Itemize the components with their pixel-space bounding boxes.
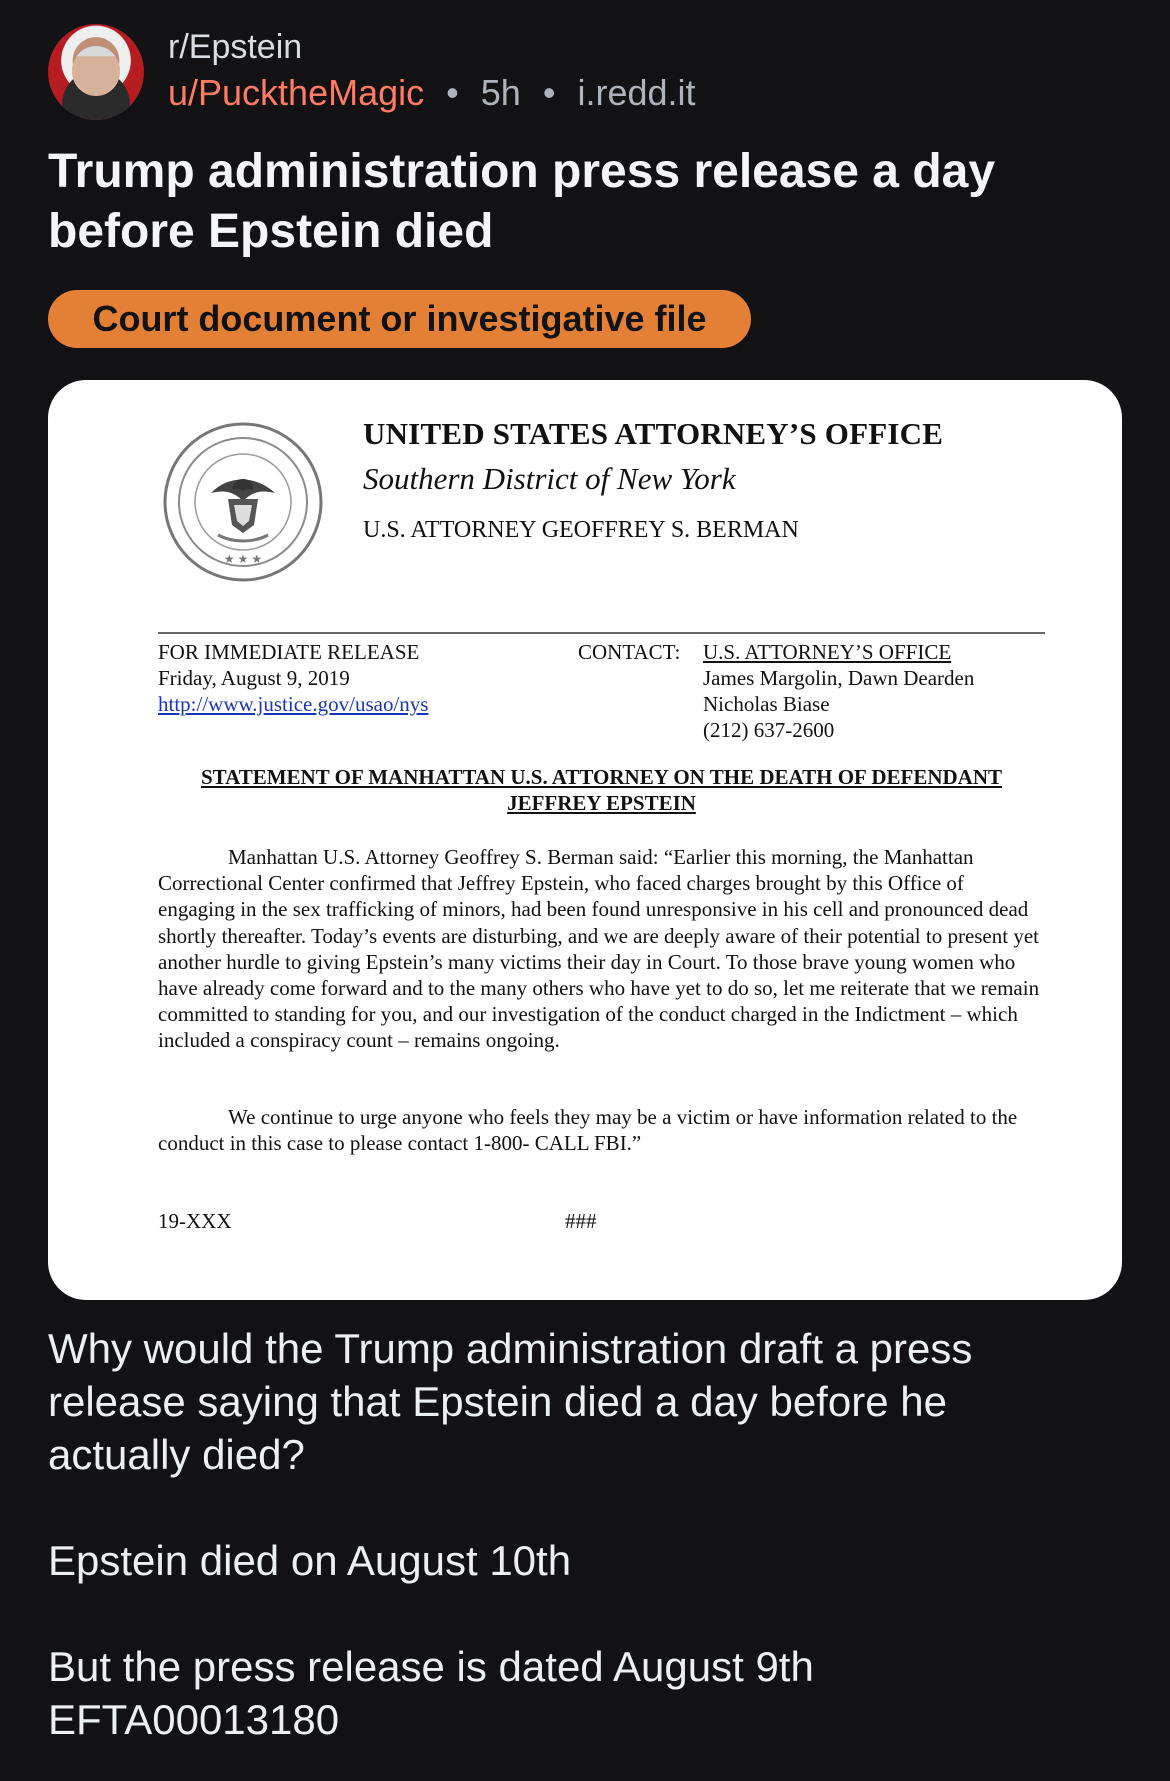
post-title[interactable]	[48, 142, 1108, 262]
office-title: UNITED STATES ATTORNEY’S OFFICE	[363, 416, 944, 451]
post-body-line-4: Epstein died on August 10th	[48, 1537, 572, 1584]
doj-seal-icon	[158, 417, 328, 587]
subreddit-name[interactable]: r/Epstein	[168, 28, 303, 66]
release-date: Friday, August 9, 2019	[158, 666, 350, 690]
document-number: 19-XXX	[158, 1209, 232, 1233]
contact-label: CONTACT:	[578, 640, 681, 664]
release-status: FOR IMMEDIATE RELEASE	[158, 640, 420, 664]
post-body-line-1: Why would the Trump administration draft a press	[48, 1325, 973, 1372]
document-end-marker: ###	[565, 1209, 597, 1233]
contact-names-1: James Margolin, Dawn Dearden	[703, 666, 975, 690]
post-flair[interactable]: Court document or investigative file	[48, 290, 751, 348]
release-link[interactable]: http://www.justice.gov/usao/nys	[158, 692, 429, 716]
post-domain[interactable]: i.redd.it	[577, 72, 696, 113]
svg-text:★ ★ ★: ★ ★ ★	[223, 552, 263, 566]
statement-title-line-1: STATEMENT OF MANHATTAN U.S. ATTORNEY ON THE DEATH OF DEFENDANT	[200, 765, 1002, 789]
paragraph-gap	[48, 1481, 1128, 1534]
paragraph-gap-2	[48, 1587, 1128, 1640]
meta-separator-2: •	[542, 72, 556, 113]
post-body-line-6: EFTA00013180	[48, 1696, 340, 1743]
post-image[interactable]	[48, 380, 1122, 1300]
post-time: 5h	[480, 72, 521, 113]
statement-paragraph-1: Manhattan U.S. Attorney Geoffrey S. Berman said: “Earlier this morning, the Manhattan Correctional Center confirmed that Jeffrey Epstein, who faced charges brought by this Office of engaging in the sex trafficking of minors, had been found unresponsive in his cell and pronounced dead shortly thereafter. Today’s events are disturbing, and we are deeply aware of their potential to present yet another hurdle to giving Epstein’s many victims their day in Court. To those brave young women who have already come forward and to the many others who have yet to do so, let me reiterate that we remain committed to standing for you, and our investigation of the conduct charged in the Indictment – which included a conspiracy count – remains ongoing.	[158, 845, 1040, 1053]
post-body-line-5: But the press release is dated August 9th	[48, 1643, 814, 1690]
contact-phone: (212) 637-2600	[703, 718, 835, 742]
header-divider	[158, 632, 1045, 634]
post-title-line-1: Trump administration press release a day	[48, 145, 996, 198]
contact-info	[703, 639, 1063, 743]
press-release-document	[48, 380, 1122, 1300]
release-info	[158, 639, 578, 717]
post-body-line-3: actually died?	[48, 1431, 305, 1478]
post-meta	[168, 72, 696, 114]
post-body-line-2: release saying that Epstein died a day before he	[48, 1378, 947, 1425]
post-body	[48, 1322, 1128, 1746]
contact-names-2: Nicholas Biase	[703, 692, 830, 716]
post-header	[48, 24, 1128, 120]
meta-separator: •	[446, 72, 459, 113]
contact-office: U.S. ATTORNEY’S OFFICE	[703, 640, 952, 664]
statement-paragraph-2: We continue to urge anyone who feels they may be a victim or have information related to the conduct in this case to please contact 1-800- CALL FBI.”	[158, 1105, 1018, 1156]
statement-title	[158, 764, 1045, 816]
subreddit-avatar[interactable]	[48, 24, 144, 120]
statement-title-line-2: JEFFREY EPSTEIN	[507, 791, 696, 815]
attorney-name: U.S. ATTORNEY GEOFFREY S. BERMAN	[363, 517, 799, 543]
post-title-line-2: before Epstein died	[48, 205, 494, 258]
author-link[interactable]: u/PucktheMagic	[168, 72, 425, 113]
office-subtitle: Southern District of New York	[363, 461, 736, 496]
